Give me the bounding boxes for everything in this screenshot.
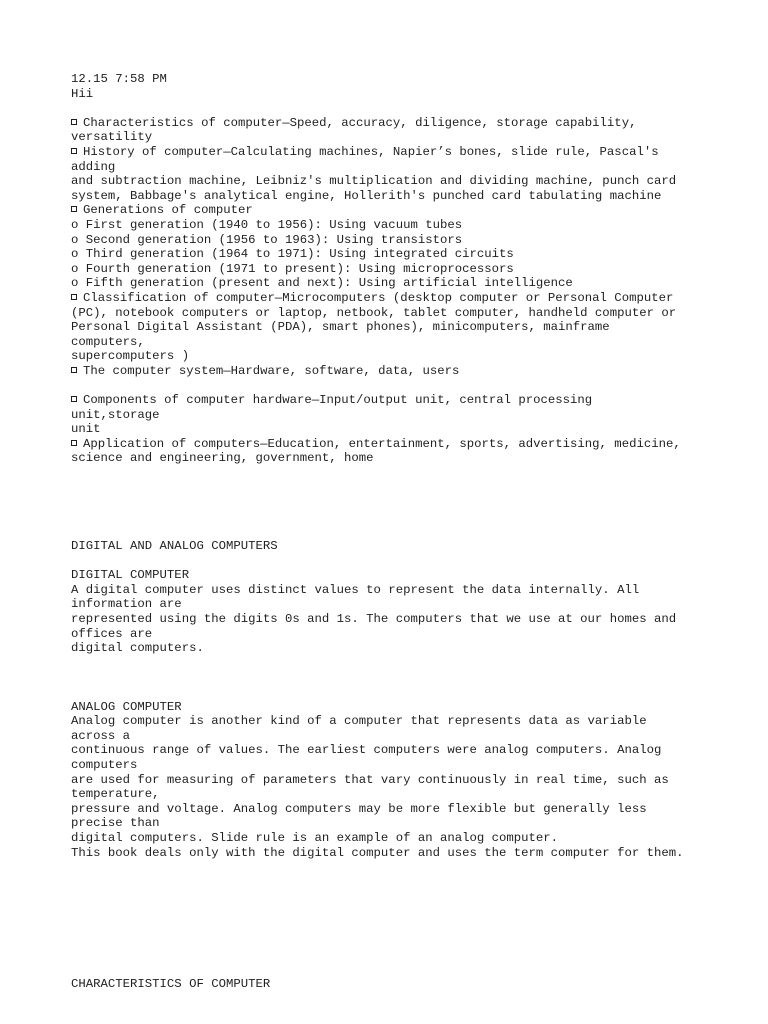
spacer [71, 378, 711, 393]
paragraph-line: represented using the digits 0s and 1s. The computers that we use at our homes and [71, 612, 677, 626]
outline-text-continued: system, Babbage's analytical engine, Hollerith's punched card tabulating machine [71, 188, 662, 203]
square-bullet-icon [71, 119, 77, 125]
spacer [71, 101, 711, 116]
spacer [71, 554, 711, 569]
outline-text-continued: unit,storage [71, 407, 160, 422]
outline-text-continued: versatility [71, 130, 153, 145]
outline-item-system [71, 364, 711, 379]
paragraph-line: continuous range of values. The earliest computers were analog computers. Analog [71, 743, 662, 758]
spacer [71, 656, 711, 700]
paragraph-line: A digital computer uses distinct values to represent the data internally. All [71, 582, 640, 597]
subheading-analog-computer: ANALOG COMPUTER [71, 699, 182, 714]
outline-item-generations [71, 203, 711, 218]
outline-item-components [71, 393, 711, 408]
spacer [71, 860, 711, 933]
paragraph-line: precise than [71, 816, 160, 831]
generation-item: o Fifth generation (present and next): Using artificial intelligence [71, 276, 573, 291]
paragraph-line: across a [71, 728, 131, 743]
document-page [71, 72, 711, 992]
generation-item: o Second generation (1956 to 1963): Using transistors [71, 232, 463, 247]
outline-text: History of computer—Calculating machines, Napier’s bones, slide rule, Pascal's [83, 144, 659, 159]
generation-item: o Fourth generation (1971 to present): Using microprocessors [71, 261, 514, 276]
paragraph-line: digital computers. Slide rule is an example of an analog computer. [71, 830, 559, 845]
subheading-digital-computer: DIGITAL COMPUTER [71, 568, 190, 583]
timestamp: 12.15 7:58 PM [71, 72, 167, 86]
paragraph-line: digital computers. [71, 641, 204, 656]
square-bullet-icon [71, 294, 77, 300]
outline-text: Classification of computer—Microcomputers (desktop computer or Personal Computer [83, 290, 674, 305]
generation-item: o Third generation (1964 to 1971): Using integrated circuits [71, 247, 514, 262]
paragraph-line: temperature, [71, 787, 160, 802]
section-heading-characteristics: CHARACTERISTICS OF COMPUTER [71, 976, 271, 991]
paragraph-line: are used for measuring of parameters that vary continuously in real time, such as [71, 772, 669, 787]
outline-item-classification [71, 291, 711, 306]
outline-text-continued: science and engineering, government, home [71, 451, 374, 466]
greeting: Hii [71, 86, 94, 101]
square-bullet-icon [71, 440, 77, 446]
outline-text-continued: (PC), notebook computers or laptop, netbook, tablet computer, handheld computer or [71, 305, 677, 320]
outline-item-history [71, 145, 711, 160]
section-heading-digital-analog: DIGITAL AND ANALOG COMPUTERS [71, 539, 278, 554]
outline-item-application [71, 437, 711, 452]
generation-item: o First generation (1940 to 1956): Using vacuum tubes [71, 217, 463, 232]
outline-text-continued: adding [71, 159, 116, 174]
outline-text: The computer system—Hardware, software, data, users [83, 363, 460, 378]
square-bullet-icon [71, 206, 77, 212]
outline-text-continued: Personal Digital Assistant (PDA), smart phones), minicomputers, mainframe [71, 320, 610, 335]
square-bullet-icon [71, 396, 77, 402]
paragraph-line: pressure and voltage. Analog computers may be more flexible but generally less [71, 801, 647, 816]
square-bullet-icon [71, 148, 77, 154]
outline-text-continued: unit [71, 422, 101, 437]
outline-text-continued: computers, [71, 334, 145, 349]
paragraph-line: This book deals only with the digital computer and uses the term computer for them. [71, 845, 684, 860]
outline-item-characteristics [71, 116, 711, 131]
square-bullet-icon [71, 367, 77, 373]
paragraph-line: computers [71, 757, 138, 772]
outline-text: Generations of computer [83, 203, 253, 218]
outline-text: Characteristics of computer—Speed, accuracy, diligence, storage capability, [83, 115, 637, 130]
paragraph-line: offices are [71, 626, 153, 641]
paragraph-line: information are [71, 597, 182, 612]
outline-text-continued: and subtraction machine, Leibniz's multiplication and dividing machine, punch card [71, 174, 677, 189]
outline-text: Application of computers—Education, entertainment, sports, advertising, medicine, [83, 436, 681, 451]
spacer [71, 466, 711, 539]
outline-text-continued: supercomputers ) [71, 349, 190, 364]
paragraph-line: Analog computer is another kind of a computer that represents data as variable [71, 714, 647, 729]
spacer [71, 933, 711, 977]
outline-text: Components of computer hardware—Input/output unit, central processing [83, 393, 593, 408]
